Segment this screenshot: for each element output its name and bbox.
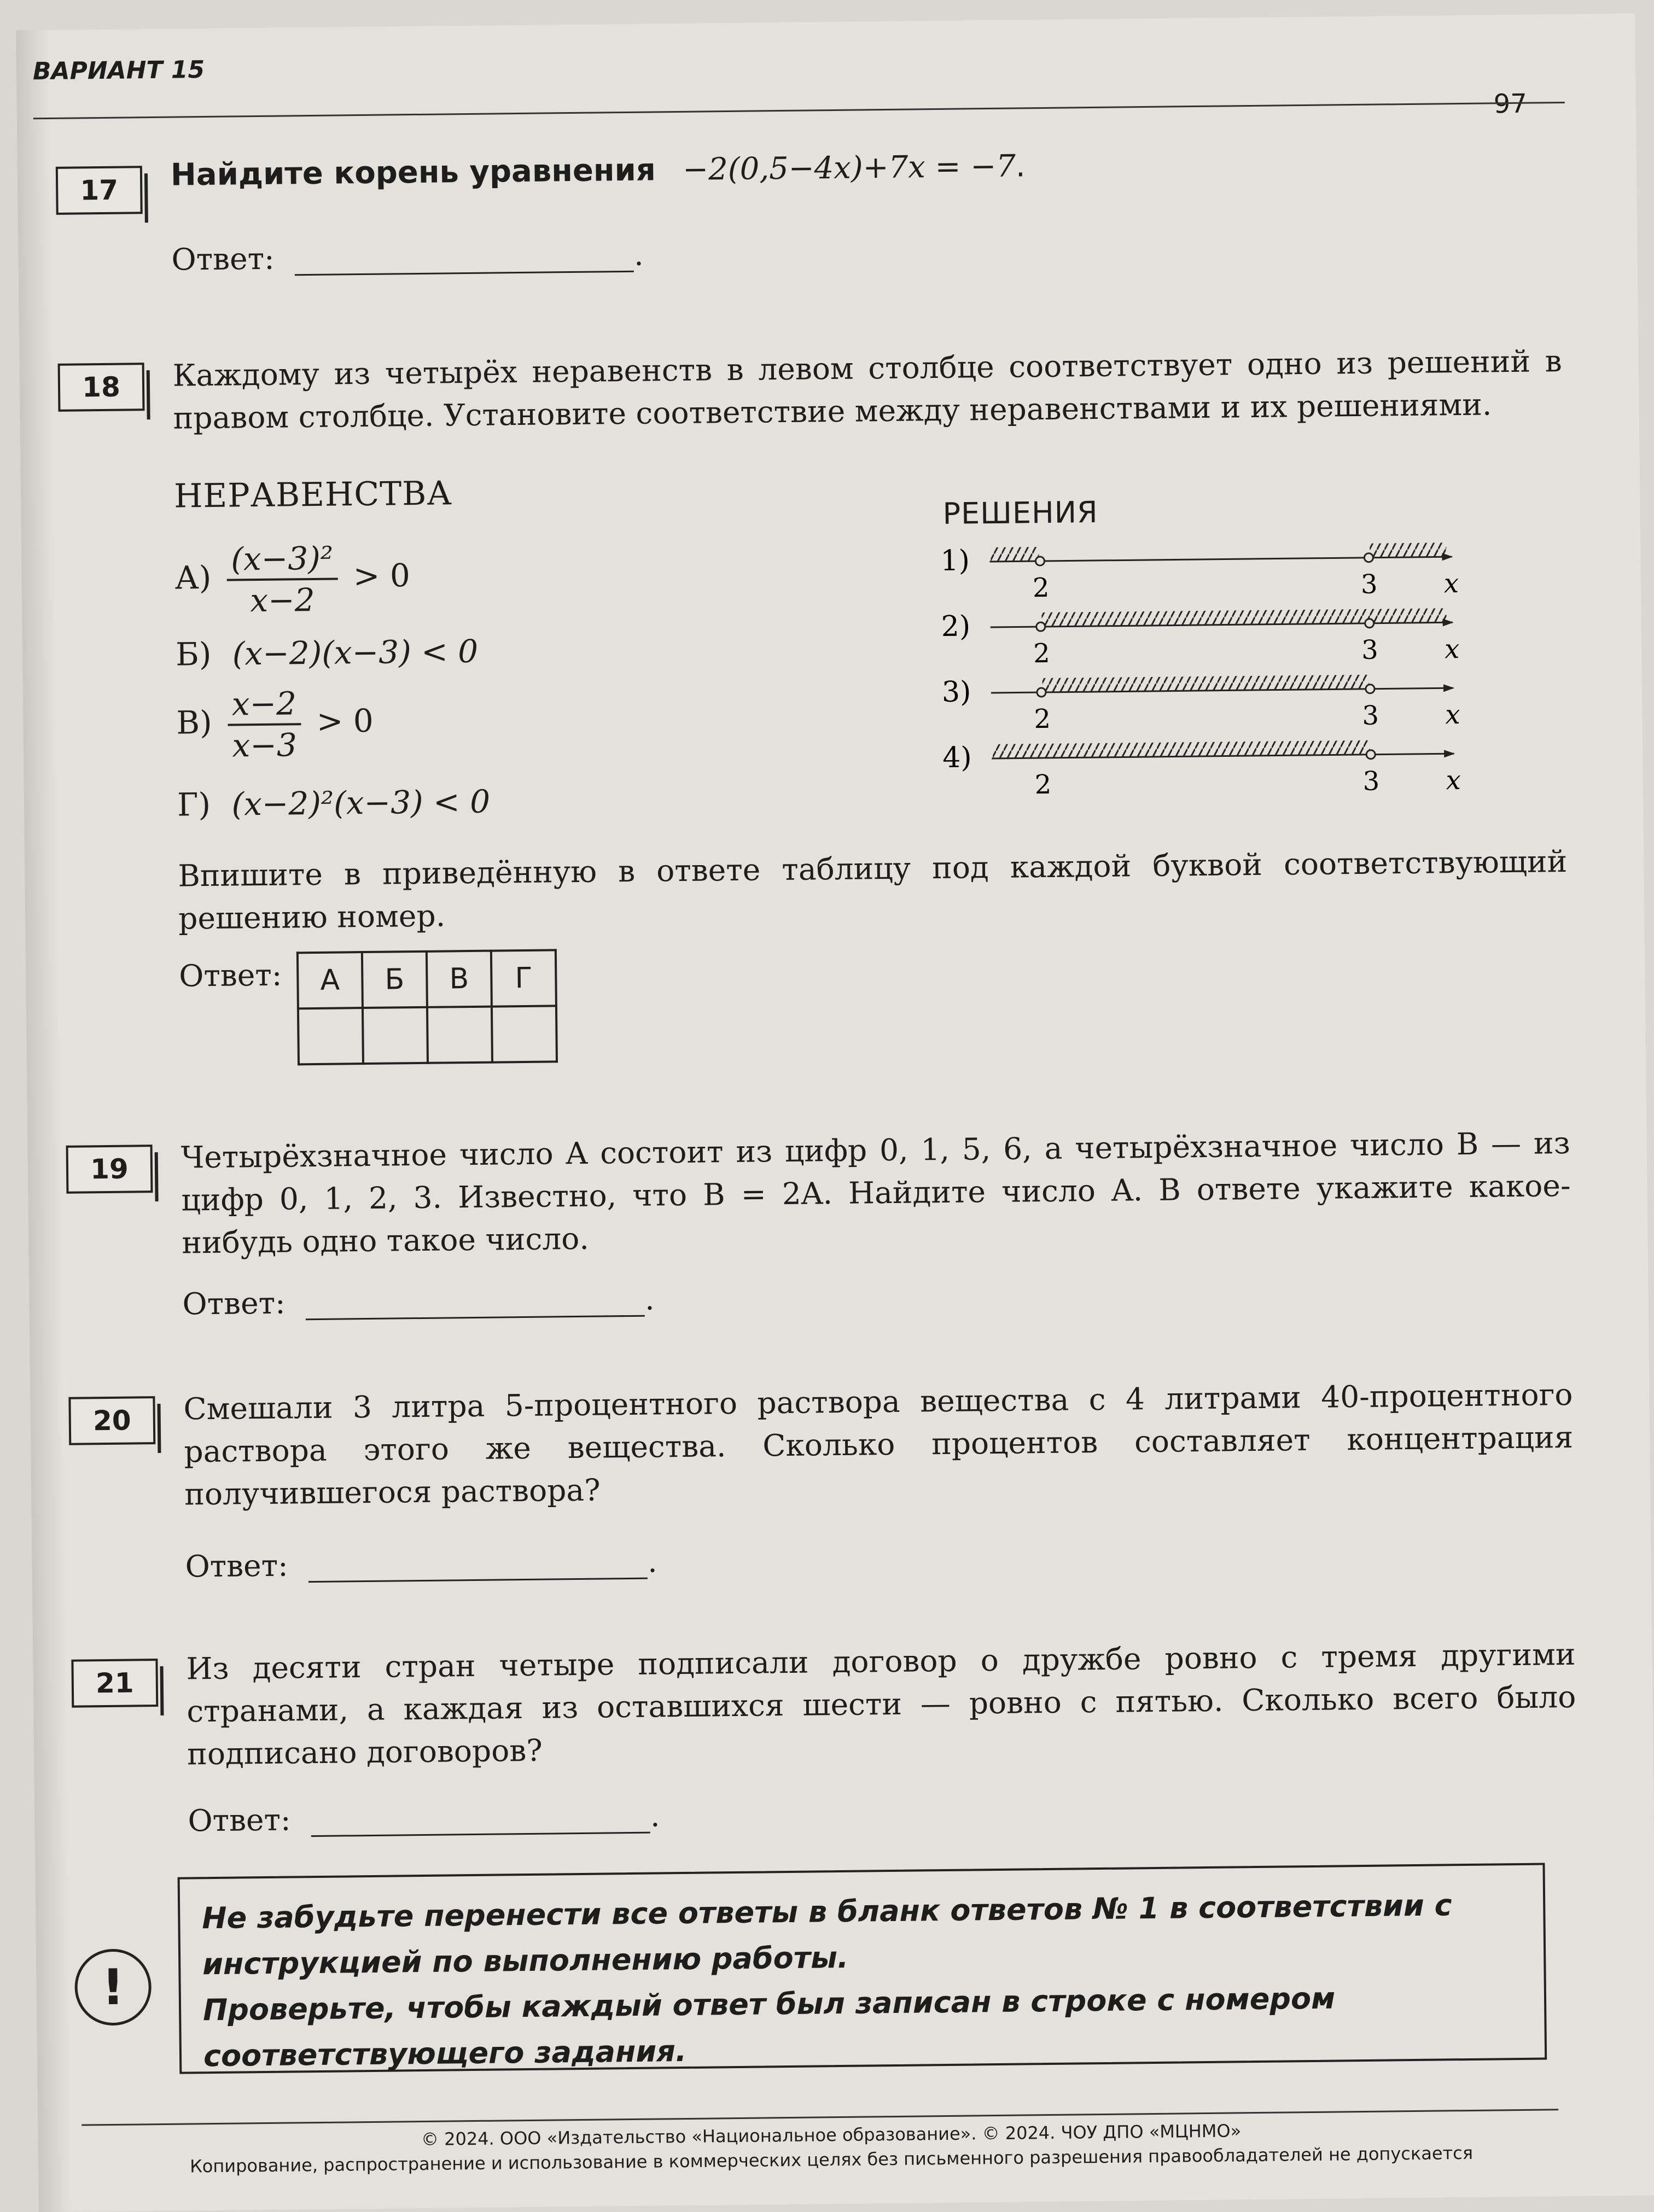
solutions-heading: РЕШЕНИЯ: [942, 494, 1098, 531]
task-18-answer-label: Ответ:: [178, 957, 282, 994]
task-20-answer-label: Ответ:: [185, 1548, 288, 1584]
reminder-line-2: Проверьте, чтобы каждый ответ был записан в строке с номером соответствующего задания.: [202, 1981, 1336, 2074]
task-17-answer-end: .: [633, 237, 644, 272]
task-21-text: Из десяти стран четыре подписали договор о дружбе ровно с тремя другими странами, а каждая из оставшихся шести — ровно с пятью. Сколько всего было подписано договоров?: [186, 1636, 1576, 1772]
inequality-c-numerator: x−2: [227, 684, 301, 726]
solution-1-point-3: [1364, 553, 1373, 562]
task-18-instruction: Впишите в приведённую в ответе таблицу под каждой буквой соответствующий решению номер.: [178, 843, 1568, 936]
reminder-line-1: Не забудьте перенести все ответы в бланк ответов № 1 в соответствии с инструкцией по выполнению работы.: [202, 1888, 1452, 1982]
solution-2: [941, 605, 1459, 670]
answer-cell-a[interactable]: [298, 1008, 363, 1064]
page: [16, 14, 1654, 2212]
task-17-question: [171, 143, 1539, 192]
answer-table-header-a: А: [298, 952, 363, 1008]
solution-3-var: x: [1445, 699, 1460, 731]
inequality-a: [174, 538, 411, 621]
task-19-answer-field[interactable]: [306, 1289, 645, 1320]
solution-1-tick-2: 2: [1032, 572, 1050, 604]
task-19-answer-label: Ответ:: [182, 1285, 286, 1322]
answer-cell-b[interactable]: [363, 1007, 428, 1064]
task-17-number: 17: [56, 166, 143, 215]
answer-cell-d[interactable]: [492, 1006, 557, 1062]
footer-notice: Копирование, распространение и использование в коммерческих целях без письменного разрешения правообладателей не допускается: [189, 2142, 1474, 2177]
solution-1-label: 1): [940, 544, 970, 577]
inequality-a-label: А): [174, 558, 212, 597]
answer-table-header-b: Б: [362, 952, 427, 1008]
task-18-text: Каждому из четырёх неравенств в левом столбце соответствует одно из решений в правом столбце. Установите соответствие между неравенствами и их решениями.: [172, 343, 1563, 436]
task-17-answer-field[interactable]: [295, 244, 634, 276]
task-21-answer-field[interactable]: [311, 1806, 651, 1837]
solution-2-hatch: [1041, 608, 1446, 627]
inequality-b: [176, 633, 479, 673]
exclamation-icon: !: [74, 1948, 152, 2026]
task-17-equation-end: .: [1015, 148, 1026, 184]
task-17-text: Найдите корень уравнения: [170, 152, 656, 193]
answer-table-header-d: Г: [491, 950, 556, 1006]
solution-4-label: 4): [942, 741, 972, 774]
task-20-answer: [185, 1544, 657, 1584]
reminder-note: [178, 1863, 1547, 2074]
task-18-number: 18: [58, 363, 145, 412]
solution-3: [942, 670, 1460, 736]
task-19-answer: [182, 1282, 655, 1322]
variant-header: ВАРИАНТ 15: [32, 56, 205, 86]
task-17-answer: [171, 237, 644, 277]
solutions-diagram: [940, 534, 1490, 813]
inequality-b-label: Б): [175, 635, 212, 673]
solution-2-tick-2: 2: [1033, 638, 1051, 669]
footer-copyright: © 2024. ООО «Издательство «Национальное образование». © 2024. ЧОУ ДПО «МЦНМО»: [421, 2120, 1242, 2150]
inequality-c-fraction: [227, 684, 301, 765]
inequality-a-denominator: x−2: [250, 581, 315, 620]
inequality-d-label: Г): [177, 785, 211, 824]
inequality-a-numerator: (x−3)²: [226, 539, 338, 581]
solution-4-point-3: [1366, 750, 1375, 759]
inequality-c-label: В): [176, 703, 213, 742]
task-21-answer-label: Ответ:: [188, 1802, 291, 1839]
solution-4-tick-3: 3: [1362, 766, 1380, 797]
solution-1-hatch-right: [1370, 542, 1446, 557]
task-20-text: Смешали 3 литра 5-процентного раствора вещества с 4 литрами 40-процентного раствора этого же вещества. Сколько процентов составляет концентрация получившегося раствора?: [183, 1376, 1574, 1512]
task-17-equation: −2(0,5−4x)+7x = −7: [682, 148, 1016, 188]
task-19-answer-end: .: [644, 1281, 655, 1317]
solution-2-label: 2): [941, 610, 971, 643]
task-19-number: 19: [66, 1145, 153, 1194]
solution-1-hatch-left: [991, 547, 1039, 562]
task-21-number: 21: [71, 1659, 158, 1708]
solution-1-tick-3: 3: [1360, 569, 1378, 600]
solution-4-var: x: [1446, 765, 1461, 796]
solution-3-label: 3): [941, 675, 971, 709]
task-17-answer-label: Ответ:: [171, 241, 275, 277]
solution-3-point-3: [1366, 685, 1375, 693]
solution-2-tick-3: 3: [1361, 634, 1379, 666]
page-number: 97: [1493, 88, 1528, 120]
solution-1-point-2: [1035, 557, 1044, 565]
solution-1: [940, 539, 1459, 604]
inequality-c: [176, 683, 374, 766]
task-19-text: Четырёхзначное число A состоит из цифр 0, 1, 5, 6, а четырёхзначное число B — из цифр 0, 1, 2, 3. Известно, что B = 2A. Найдите число A. В ответе укажите какое-нибудь одно такое число.: [180, 1125, 1571, 1260]
task-21-answer: [188, 1798, 660, 1838]
task-21-answer-end: .: [650, 1798, 660, 1834]
inequality-a-relation: > 0: [353, 557, 411, 595]
task-20-answer-end: .: [647, 1544, 657, 1579]
solution-3-tick-2: 2: [1034, 703, 1051, 735]
solution-2-var: x: [1444, 634, 1460, 665]
solution-3-tick-3: 3: [1362, 700, 1379, 731]
solution-2-point-2: [1036, 622, 1045, 631]
task-20-answer-field[interactable]: [308, 1551, 648, 1583]
inequality-c-denominator: x−3: [232, 726, 298, 764]
answer-table-header-c: В: [427, 951, 492, 1007]
inequality-b-expression: (x−2)(x−3) < 0: [232, 632, 479, 673]
answer-cell-c[interactable]: [427, 1007, 492, 1063]
header-divider: [33, 102, 1565, 119]
task-18-answer-table: [296, 949, 558, 1065]
solution-4-tick-2: 2: [1034, 769, 1052, 801]
solution-2-point-3: [1365, 619, 1374, 628]
inequality-a-fraction: [226, 539, 338, 621]
inequalities-heading: НЕРАВЕНСТВА: [173, 474, 453, 516]
solution-3-point-2: [1037, 688, 1046, 697]
inequality-c-relation: > 0: [316, 702, 374, 740]
inequality-d-expression: (x−2)²(x−3) < 0: [231, 783, 491, 823]
inequality-d: [177, 783, 491, 824]
solution-1-var: x: [1443, 568, 1459, 599]
solution-4: [942, 736, 1461, 801]
task-20-number: 20: [68, 1396, 155, 1445]
